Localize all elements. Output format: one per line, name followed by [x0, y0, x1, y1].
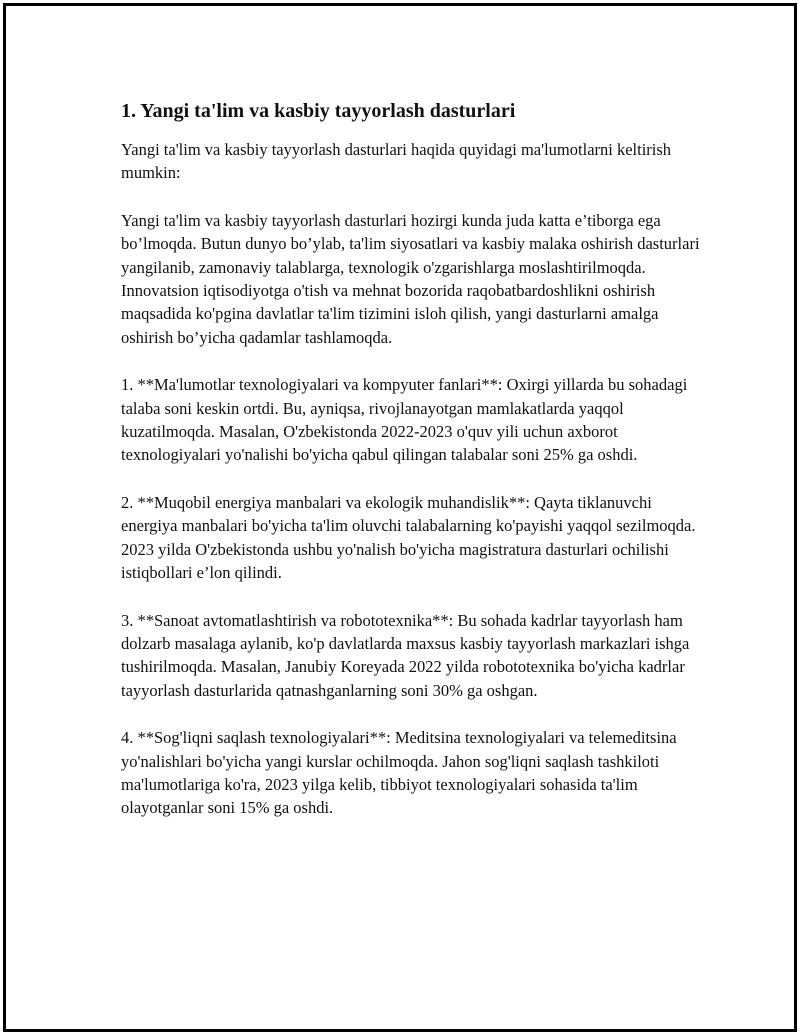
section-heading: 1. Yangi ta'lim va kasbiy tayyorlash dasturlari	[121, 100, 516, 122]
document-body	[121, 98, 701, 844]
overview-paragraph: Yangi ta'lim va kasbiy tayyorlash dasturlari hozirgi kunda juda katta e’tiborga ega bo’lmoqda. Butun dunyo bo’ylab, ta'lim siyosatlari va kasbiy malaka oshirish dasturlari yangilanib, zamonaviy talablarga, texnologik o'zgarishlarga moslashtirilmoqda. Innovatsion iqtisodiyotga o'tish va mehnat bozorida raqobatbardoshlikni oshirish maqsadida ko'pgina davlatlar ta'lim tizimini isloh qilish, yangi dasturlarni amalga oshirish bo’yicha qadamlar tashlamoqda.	[121, 210, 700, 347]
page-frame	[3, 3, 797, 1032]
list-item-energy: 2. **Muqobil energiya manbalari va ekologik muhandislik**: Qayta tiklanuvchi energiya manbalari bo'yicha ta'lim oluvchi talabalarning ko'payishi yaqqol sezilmoqda. 2023 yilda O'zbekistonda ushbu yo'nalish bo'yicha magistratura dasturlari ochilishi istiqbollari e’lon qilindi.	[121, 492, 696, 583]
intro-paragraph: Yangi ta'lim va kasbiy tayyorlash dasturlari haqida quyidagi ma'lumotlarni keltirish mumkin:	[121, 140, 672, 183]
list-item-it: 1. **Ma'lumotlar texnologiyalari va kompyuter fanlari**: Oxirgi yillarda bu sohadagi talaba soni keskin ortdi. Bu, ayniqsa, rivojlanayotgan mamlakatlarda yaqqol kuzatilmoqda. Masalan, O'zbekistonda 2022-2023 o'quv yili uchun axborot texnologiyalari yo'nalishi bo'yicha qabul qilingan talabalar soni 25% ga oshdi.	[121, 375, 688, 465]
list-item-health: 4. **Sog'liqni saqlash texnologiyalari**: Meditsina texnologiyalari va telemeditsina yo'nalishlari bo'yicha yangi kurslar ochilmoqda. Jahon sog'liqni saqlash tashkiloti ma'lumotlariga ko'ra, 2023 yilga kelib, tibbiyot texnologiyalari sohasida ta'lim olayotganlar soni 15% ga oshdi.	[121, 728, 677, 818]
list-item-robotics: 3. **Sanoat avtomatlashtirish va robototexnika**: Bu sohada kadrlar tayyorlash ham dolzarb masalaga aylanib, ko'p davlatlarda maxsus kasbiy tayyorlash markazlari ishga tushirilmoqda. Masalan, Janubiy Koreyada 2022 yilda robototexnika bo'yicha kadrlar tayyorlash dasturlarida qatnashganlarning soni 30% ga oshgan.	[121, 610, 690, 700]
